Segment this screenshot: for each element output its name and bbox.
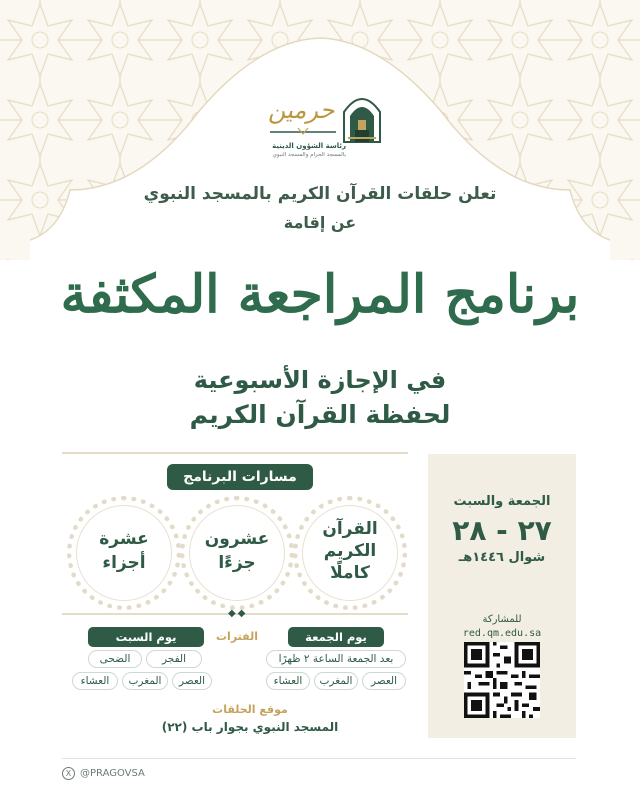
saturday-chip-fajr: الفجر (146, 650, 202, 668)
saturday-chip-isha: العشاء (72, 672, 118, 690)
program-title (60, 244, 580, 362)
registration-url[interactable]: red.qm.edu.sa (462, 628, 542, 639)
saturday-chip-duha: الضحى (88, 650, 142, 668)
date-month: شوال ١٤٤٦هـ (458, 550, 546, 565)
track-line: الكريم (323, 541, 377, 561)
location-label: موقع الحلقات (212, 703, 288, 716)
friday-chip-asr: العصر (362, 672, 406, 690)
logo-script: حرمين (268, 96, 335, 124)
saturday-chip-asr: العصر (172, 672, 212, 690)
footer-divider (62, 758, 576, 759)
track-line: جزءًا (218, 553, 256, 573)
track-line: أجزاء (102, 553, 146, 573)
location-value: المسجد النبوي بجوار باب (٢٢) (161, 720, 339, 734)
saturday-chip-maghrib: المغرب (122, 672, 168, 690)
friday-label: يوم الجمعة (288, 627, 384, 647)
date-card (428, 454, 576, 738)
program-title-text: برنامج المراجعة المكثفة (60, 264, 580, 325)
logo-line2: بالمسجد الحرام والمسجد النبوي (272, 152, 346, 158)
dots-separator-icon: ◆◆ (228, 608, 248, 619)
divider-top (62, 452, 408, 454)
track-twenty-parts (180, 496, 294, 610)
subtitle-line2: لحفظة القرآن الكريم (189, 400, 451, 429)
track-ten-parts (67, 496, 181, 610)
tracks-heading: مسارات البرنامج (167, 464, 313, 490)
track-full-quran (293, 496, 407, 610)
track-line: كاملًا (330, 563, 370, 583)
intro-line2: عن إقامة (283, 213, 357, 232)
track-line: عشرون (204, 529, 270, 549)
mosque-emblem-icon (338, 86, 386, 144)
emblem-swords-icon (268, 126, 338, 136)
friday-chip-maghrib: المغرب (314, 672, 358, 690)
subtitle-line1: في الإجازة الأسبوعية (193, 366, 447, 394)
harameen-logo (262, 86, 386, 166)
friday-chip-after-jumuah: بعد الجمعة الساعة ٢ ظهرًا (266, 650, 406, 668)
registration-label: للمشاركة (482, 614, 522, 625)
logo-line1: رئاسة الشؤون الدينية (272, 142, 346, 150)
date-range: ٢٧ - ٢٨ (452, 514, 552, 547)
track-line: القرآن (322, 519, 378, 539)
date-days: الجمعة والسبت (453, 494, 551, 509)
social-handle[interactable] (62, 765, 145, 781)
intro-line1: تعلن حلقات القرآن الكريم بالمسجد النبوي (143, 184, 497, 204)
periods-label: الفترات (216, 630, 258, 643)
social-handle-text: @PRAGOVSA (80, 767, 145, 779)
saturday-label: يوم السبت (88, 627, 204, 647)
track-line: عشرة (99, 529, 149, 549)
x-icon: X (62, 767, 75, 780)
qr-code-icon[interactable] (464, 642, 540, 718)
friday-chip-isha: العشاء (266, 672, 310, 690)
